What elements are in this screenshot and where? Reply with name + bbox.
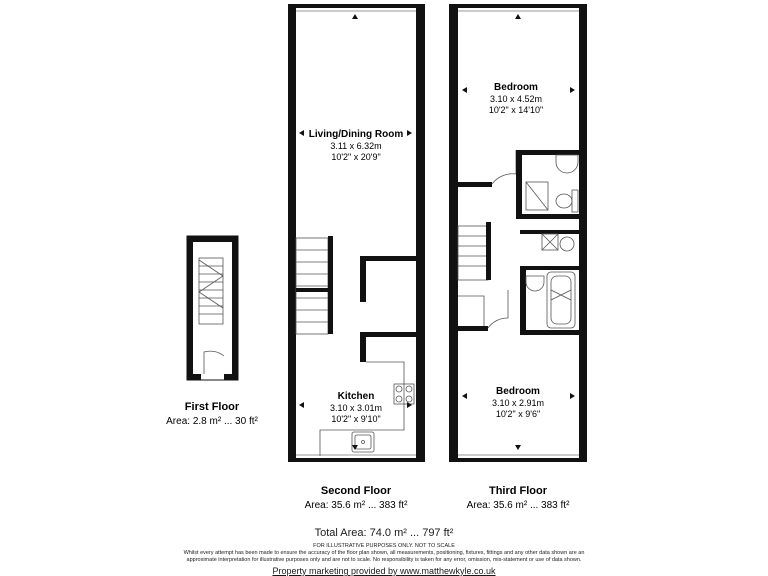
second-floor-stairs bbox=[296, 238, 328, 334]
bedroom1-name: Bedroom bbox=[494, 82, 538, 93]
bathroom-wall-top bbox=[520, 266, 579, 270]
credit-link[interactable] bbox=[0, 566, 768, 576]
stair-landing-wall bbox=[296, 288, 328, 292]
second-floor-title: Second Floor bbox=[320, 485, 392, 497]
bathroom-basin-icon bbox=[526, 276, 544, 291]
bedroom1-door-icon bbox=[492, 150, 516, 184]
third-floor-area: Area: 35.6 m² ... 383 ft² bbox=[466, 500, 570, 511]
bathroom-wall-bottom bbox=[520, 330, 579, 335]
third-floor-wall-right bbox=[579, 4, 587, 462]
kitchen-metric: 3.10 x 3.01m bbox=[329, 403, 383, 413]
disclaimer-line-1: Whilst every attempt has been made to ensure the accuracy of the floor plan shown, all measurements, positioning, fixtures, fittings and any other data shown are an bbox=[183, 550, 585, 556]
first-floor-stairs bbox=[199, 258, 223, 324]
second-floor-area: Area: 35.6 m² ... 383 ft² bbox=[304, 500, 408, 511]
living-room-metric: 3.11 x 6.32m bbox=[330, 141, 382, 151]
internal-wall-upper-h bbox=[360, 256, 416, 261]
first-floor-door-icon bbox=[204, 351, 224, 374]
bath-icon bbox=[547, 272, 575, 328]
cupboard-wall bbox=[520, 230, 579, 234]
living-room-name: Living/Dining Room bbox=[308, 129, 404, 140]
second-floor-wall-right bbox=[416, 4, 425, 462]
shower-icon bbox=[526, 182, 548, 210]
first-floor-plan bbox=[187, 236, 238, 380]
toilet-icon bbox=[556, 190, 578, 212]
stair-wall bbox=[328, 236, 333, 334]
third-floor-stairs bbox=[458, 226, 488, 326]
bedroom2-wall-left bbox=[458, 326, 488, 331]
first-floor-area: Area: 2.8 m² ... 30 ft² bbox=[166, 416, 258, 427]
first-floor-wall-top bbox=[187, 236, 238, 242]
cupboard-icon bbox=[542, 234, 574, 251]
bathroom-wall-left bbox=[520, 266, 526, 334]
bedroom2-imperial: 10'2" x 9'6" bbox=[495, 409, 541, 419]
bedroom2-name: Bedroom bbox=[496, 386, 540, 397]
kitchen-imperial: 10'2" x 9'10" bbox=[331, 414, 381, 424]
dimension-arrows bbox=[299, 14, 412, 450]
credit-text[interactable]: Property marketing provided by www.matthewkyle.co.uk bbox=[272, 566, 496, 576]
kitchen-name: Kitchen bbox=[337, 391, 375, 402]
living-room-imperial: 10'2" x 20'9" bbox=[331, 152, 381, 162]
third-floor-wall-top bbox=[449, 4, 587, 8]
second-floor-wall-bottom bbox=[288, 458, 425, 462]
first-floor-wall-bottom-right bbox=[224, 374, 238, 380]
bedroom2-door-icon bbox=[488, 290, 508, 328]
first-floor-title: First Floor bbox=[184, 401, 240, 413]
internal-wall-lower-h bbox=[360, 332, 416, 337]
second-floor-wall-left bbox=[288, 4, 296, 462]
basin-icon bbox=[556, 155, 578, 173]
third-floor-title: Third Floor bbox=[488, 485, 548, 497]
ensuite-wall-bottom bbox=[516, 214, 579, 219]
bedroom1-imperial: 10'2" x 14'10" bbox=[488, 105, 544, 115]
ensuite-wall-top bbox=[516, 150, 579, 155]
internal-wall-upper bbox=[360, 256, 366, 302]
bedroom1-metric: 3.10 x 4.52m bbox=[489, 94, 543, 104]
third-floor-wall-bottom bbox=[449, 458, 587, 462]
disclaimer-line-2: approximate interpretation for illustrative purposes only and are not to scale. No responsibility is taken for any error, omission, mis-statement or use of data shown. bbox=[186, 557, 582, 563]
stair-wall bbox=[486, 222, 491, 280]
first-floor-wall-right bbox=[232, 236, 238, 380]
second-floor-wall-top bbox=[288, 4, 425, 8]
third-floor-wall-left bbox=[449, 4, 458, 462]
first-floor-wall-left bbox=[187, 236, 193, 380]
bedroom1-wall-left bbox=[458, 182, 492, 187]
illustrative-notice: FOR ILLUSTRATIVE PURPOSES ONLY. NOT TO SCALE bbox=[313, 543, 455, 549]
ensuite-wall-left bbox=[516, 150, 522, 216]
total-area: Total Area: 74.0 m² ... 797 ft² bbox=[314, 527, 454, 539]
first-floor-wall-bottom-left bbox=[187, 374, 201, 380]
room-labels bbox=[166, 82, 570, 511]
bedroom2-metric: 3.10 x 2.91m bbox=[491, 398, 545, 408]
